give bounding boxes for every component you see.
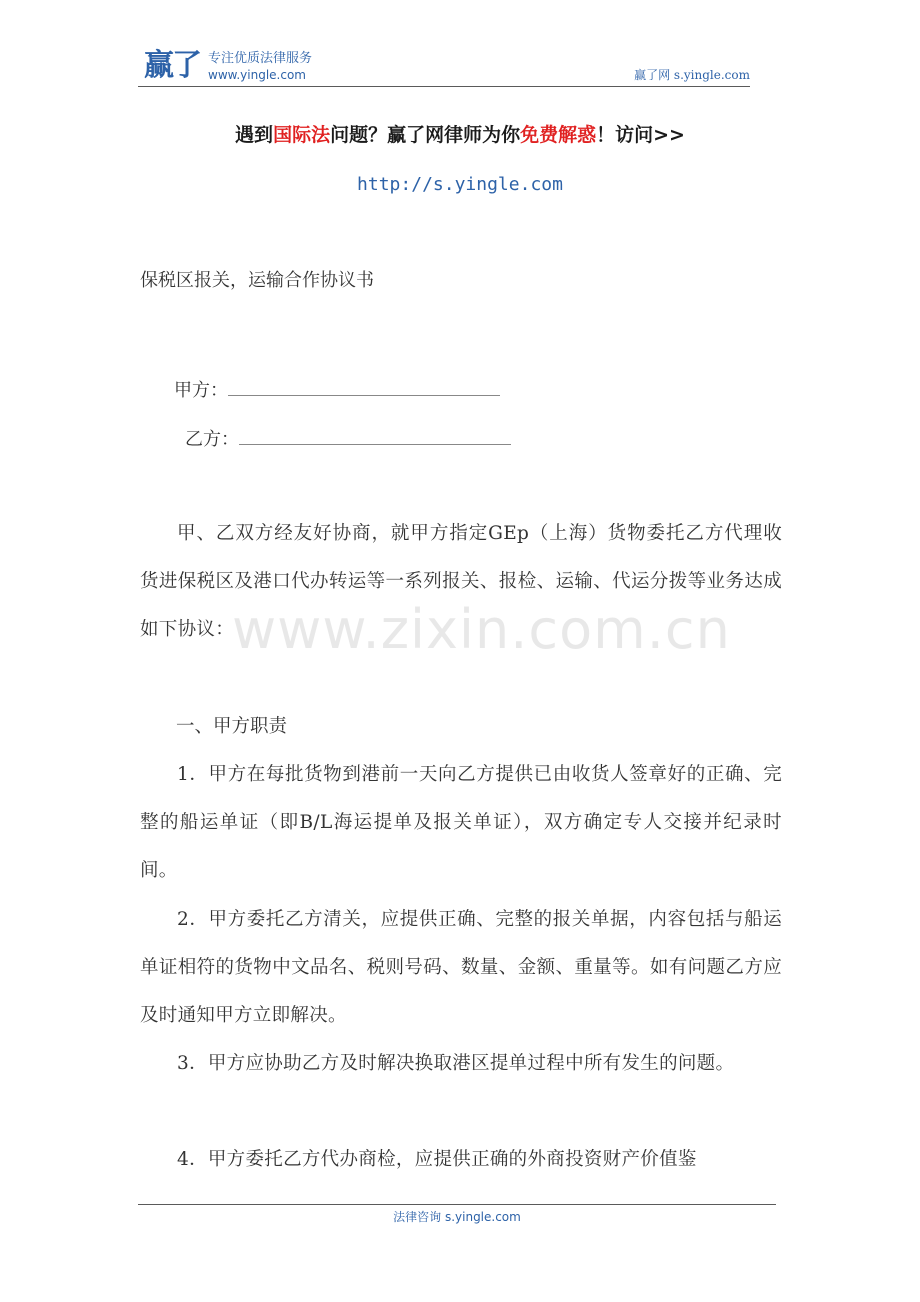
party-b-label: 乙方：: [185, 429, 239, 450]
promo-text-3: ！访问>>: [596, 124, 685, 146]
section-heading: 一、甲方职责: [176, 716, 288, 737]
party-b-line: [185, 426, 511, 453]
intro-paragraph: 甲、乙双方经友好协商，就甲方指定GEp（上海）货物委托乙方代理收货进保税区及港口代办转运等一系列报关、报检、运输、代运分拨等业务达成如下协议：: [140, 523, 782, 640]
watermark: www.zixin.com.cn: [232, 598, 731, 661]
page-footer: [138, 1204, 776, 1224]
promo-highlight-topic: 国际法: [273, 124, 331, 146]
party-a-blank: [228, 377, 500, 396]
header-site-link[interactable]: 赢了网 s.yingle.com: [634, 68, 750, 82]
party-a-label: 甲方：: [174, 380, 228, 401]
promo-text-2: 问题？赢了网律师为你: [330, 124, 521, 146]
logo-slogan: 专注优质法律服务: [208, 51, 313, 66]
page-header: [138, 48, 750, 87]
clause-4: 4．甲方委托乙方代办商检，应提供正确的外商投资财产价值鉴: [177, 1149, 697, 1170]
party-b-blank: [239, 426, 511, 445]
promo-highlight-free: 免费解惑: [520, 124, 597, 146]
party-a-line: [174, 377, 500, 404]
promo-text-1: 遇到: [235, 124, 274, 146]
promo-banner: [0, 122, 920, 148]
yingle-logo[interactable]: 赢了: [144, 48, 200, 83]
clause-3: 3．甲方应协助乙方及时解决换取港区提单过程中所有发生的问题。: [177, 1053, 735, 1074]
footer-link[interactable]: 法律咨询 s.yingle.com: [393, 1210, 521, 1224]
promo-link[interactable]: http://s.yingle.com: [357, 174, 563, 195]
clause-1: 1．甲方在每批货物到港前一天向乙方提供已由收货人签章好的正确、完整的船运单证（即B/L海运提单及报关单证），双方确定专人交接并纪录时间。: [140, 764, 782, 881]
document-title: 保税区报关，运输合作协议书: [140, 270, 374, 291]
logo-url[interactable]: www.yingle.com: [208, 68, 306, 82]
clause-2: 2．甲方委托乙方清关，应提供正确、完整的报关单据，内容包括与船运单证相符的货物中文品名、税则号码、数量、金额、重量等。如有问题乙方应及时通知甲方立即解决。: [140, 909, 782, 1026]
